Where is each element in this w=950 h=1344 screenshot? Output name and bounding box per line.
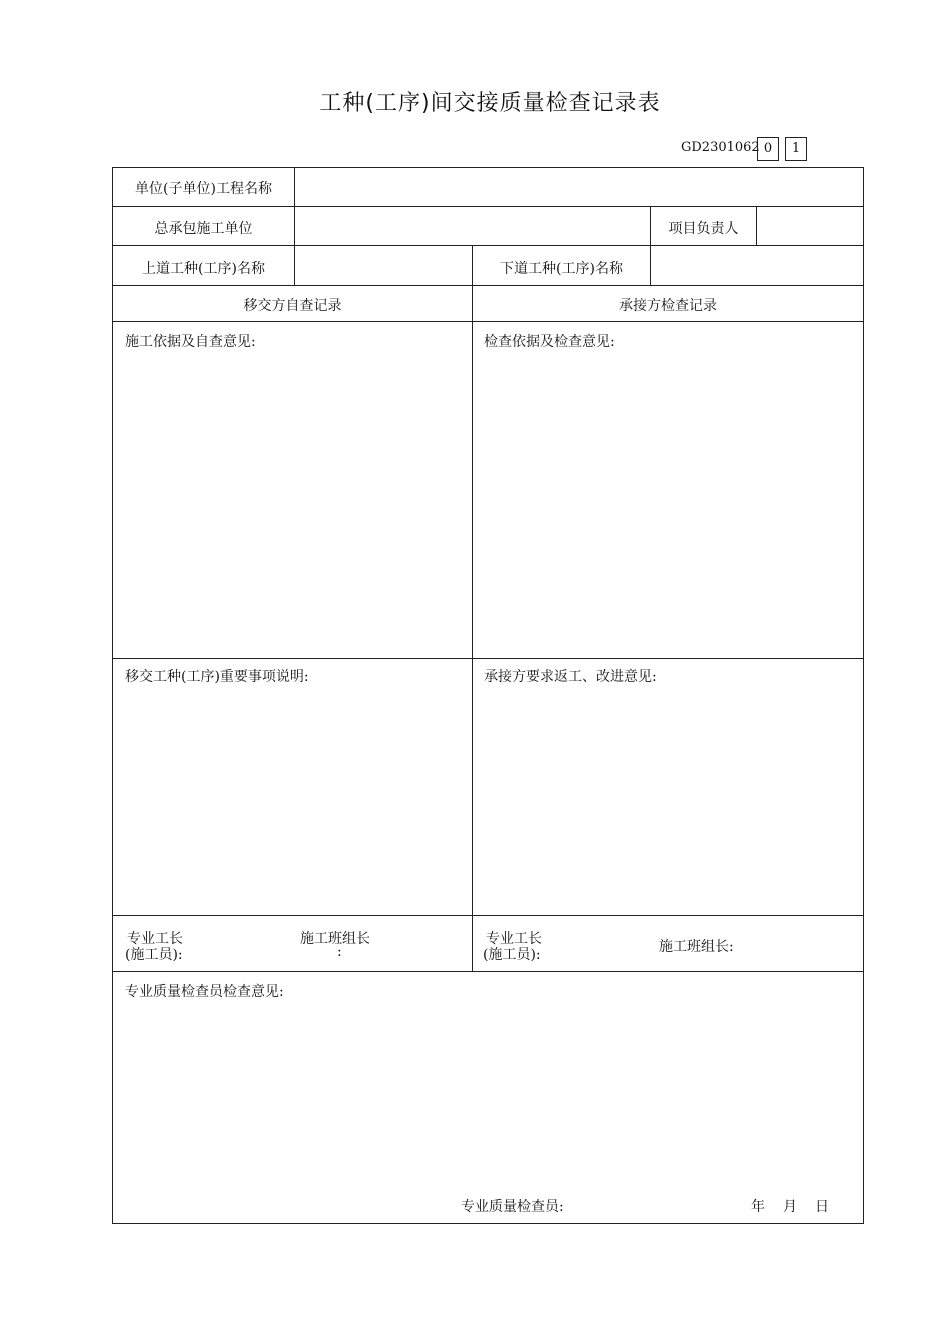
column-divider — [294, 167, 295, 286]
receiver-check-header: 承接方检查记录 — [619, 298, 717, 314]
day-label: 日 — [815, 1199, 829, 1215]
right-foreman-sublabel: (施工员): — [483, 947, 541, 963]
row-divider — [112, 206, 864, 207]
receiver-requests-field[interactable] — [474, 686, 862, 913]
row-divider — [112, 658, 864, 659]
month-label: 月 — [783, 1199, 797, 1215]
unit-project-name-field[interactable] — [296, 169, 862, 205]
right-team-leader-label: 施工班组长: — [659, 939, 734, 955]
unit-project-name-label: 单位(子单位)工程名称 — [135, 181, 272, 197]
quality-opinion-label: 专业质量检查员检查意见: — [125, 984, 284, 1000]
quality-opinion-field[interactable] — [114, 1000, 862, 1180]
column-divider — [756, 206, 757, 246]
row-divider — [112, 971, 864, 972]
row-divider — [112, 285, 864, 286]
receiver-requests-label: 承接方要求返工、改进意见: — [484, 669, 657, 685]
row-divider — [112, 321, 864, 322]
general-contractor-field[interactable] — [296, 208, 649, 244]
downstream-process-label: 下道工种(工序)名称 — [500, 261, 623, 277]
upstream-process-label: 上道工种(工序)名称 — [142, 261, 265, 277]
right-foreman-label: 专业工长 — [486, 931, 542, 947]
code-box-2[interactable]: 1 — [785, 137, 807, 161]
left-foreman-sublabel: (施工员): — [125, 947, 183, 963]
page-title: 工种(工序)间交接质量检查记录表 — [319, 91, 661, 116]
quality-inspector-label: 专业质量检查员: — [461, 1199, 564, 1215]
year-label: 年 — [751, 1199, 765, 1215]
column-divider — [472, 245, 473, 972]
inspection-basis-label: 检查依据及检查意见: — [484, 334, 615, 350]
handover-notes-label: 移交工种(工序)重要事项说明: — [125, 669, 309, 685]
upstream-process-field[interactable] — [296, 247, 471, 284]
handover-notes-field[interactable] — [114, 686, 470, 913]
left-team-leader-label: 施工班组长 — [300, 931, 370, 947]
construction-basis-label: 施工依据及自查意见: — [125, 334, 256, 350]
row-divider — [112, 915, 864, 916]
row-divider — [112, 245, 864, 246]
construction-basis-field[interactable] — [114, 350, 470, 656]
code-box-1[interactable]: 0 — [757, 137, 779, 161]
project-manager-field[interactable] — [758, 208, 862, 244]
form-code: GD2301062 — [681, 140, 760, 155]
left-team-leader-colon: : — [337, 944, 342, 960]
general-contractor-label: 总承包施工单位 — [154, 221, 253, 237]
handover-self-check-header: 移交方自查记录 — [243, 298, 342, 314]
project-manager-label: 项目负责人 — [668, 221, 739, 237]
inspection-basis-field[interactable] — [474, 350, 862, 656]
left-foreman-label: 专业工长 — [127, 931, 183, 947]
downstream-process-field[interactable] — [652, 247, 862, 284]
